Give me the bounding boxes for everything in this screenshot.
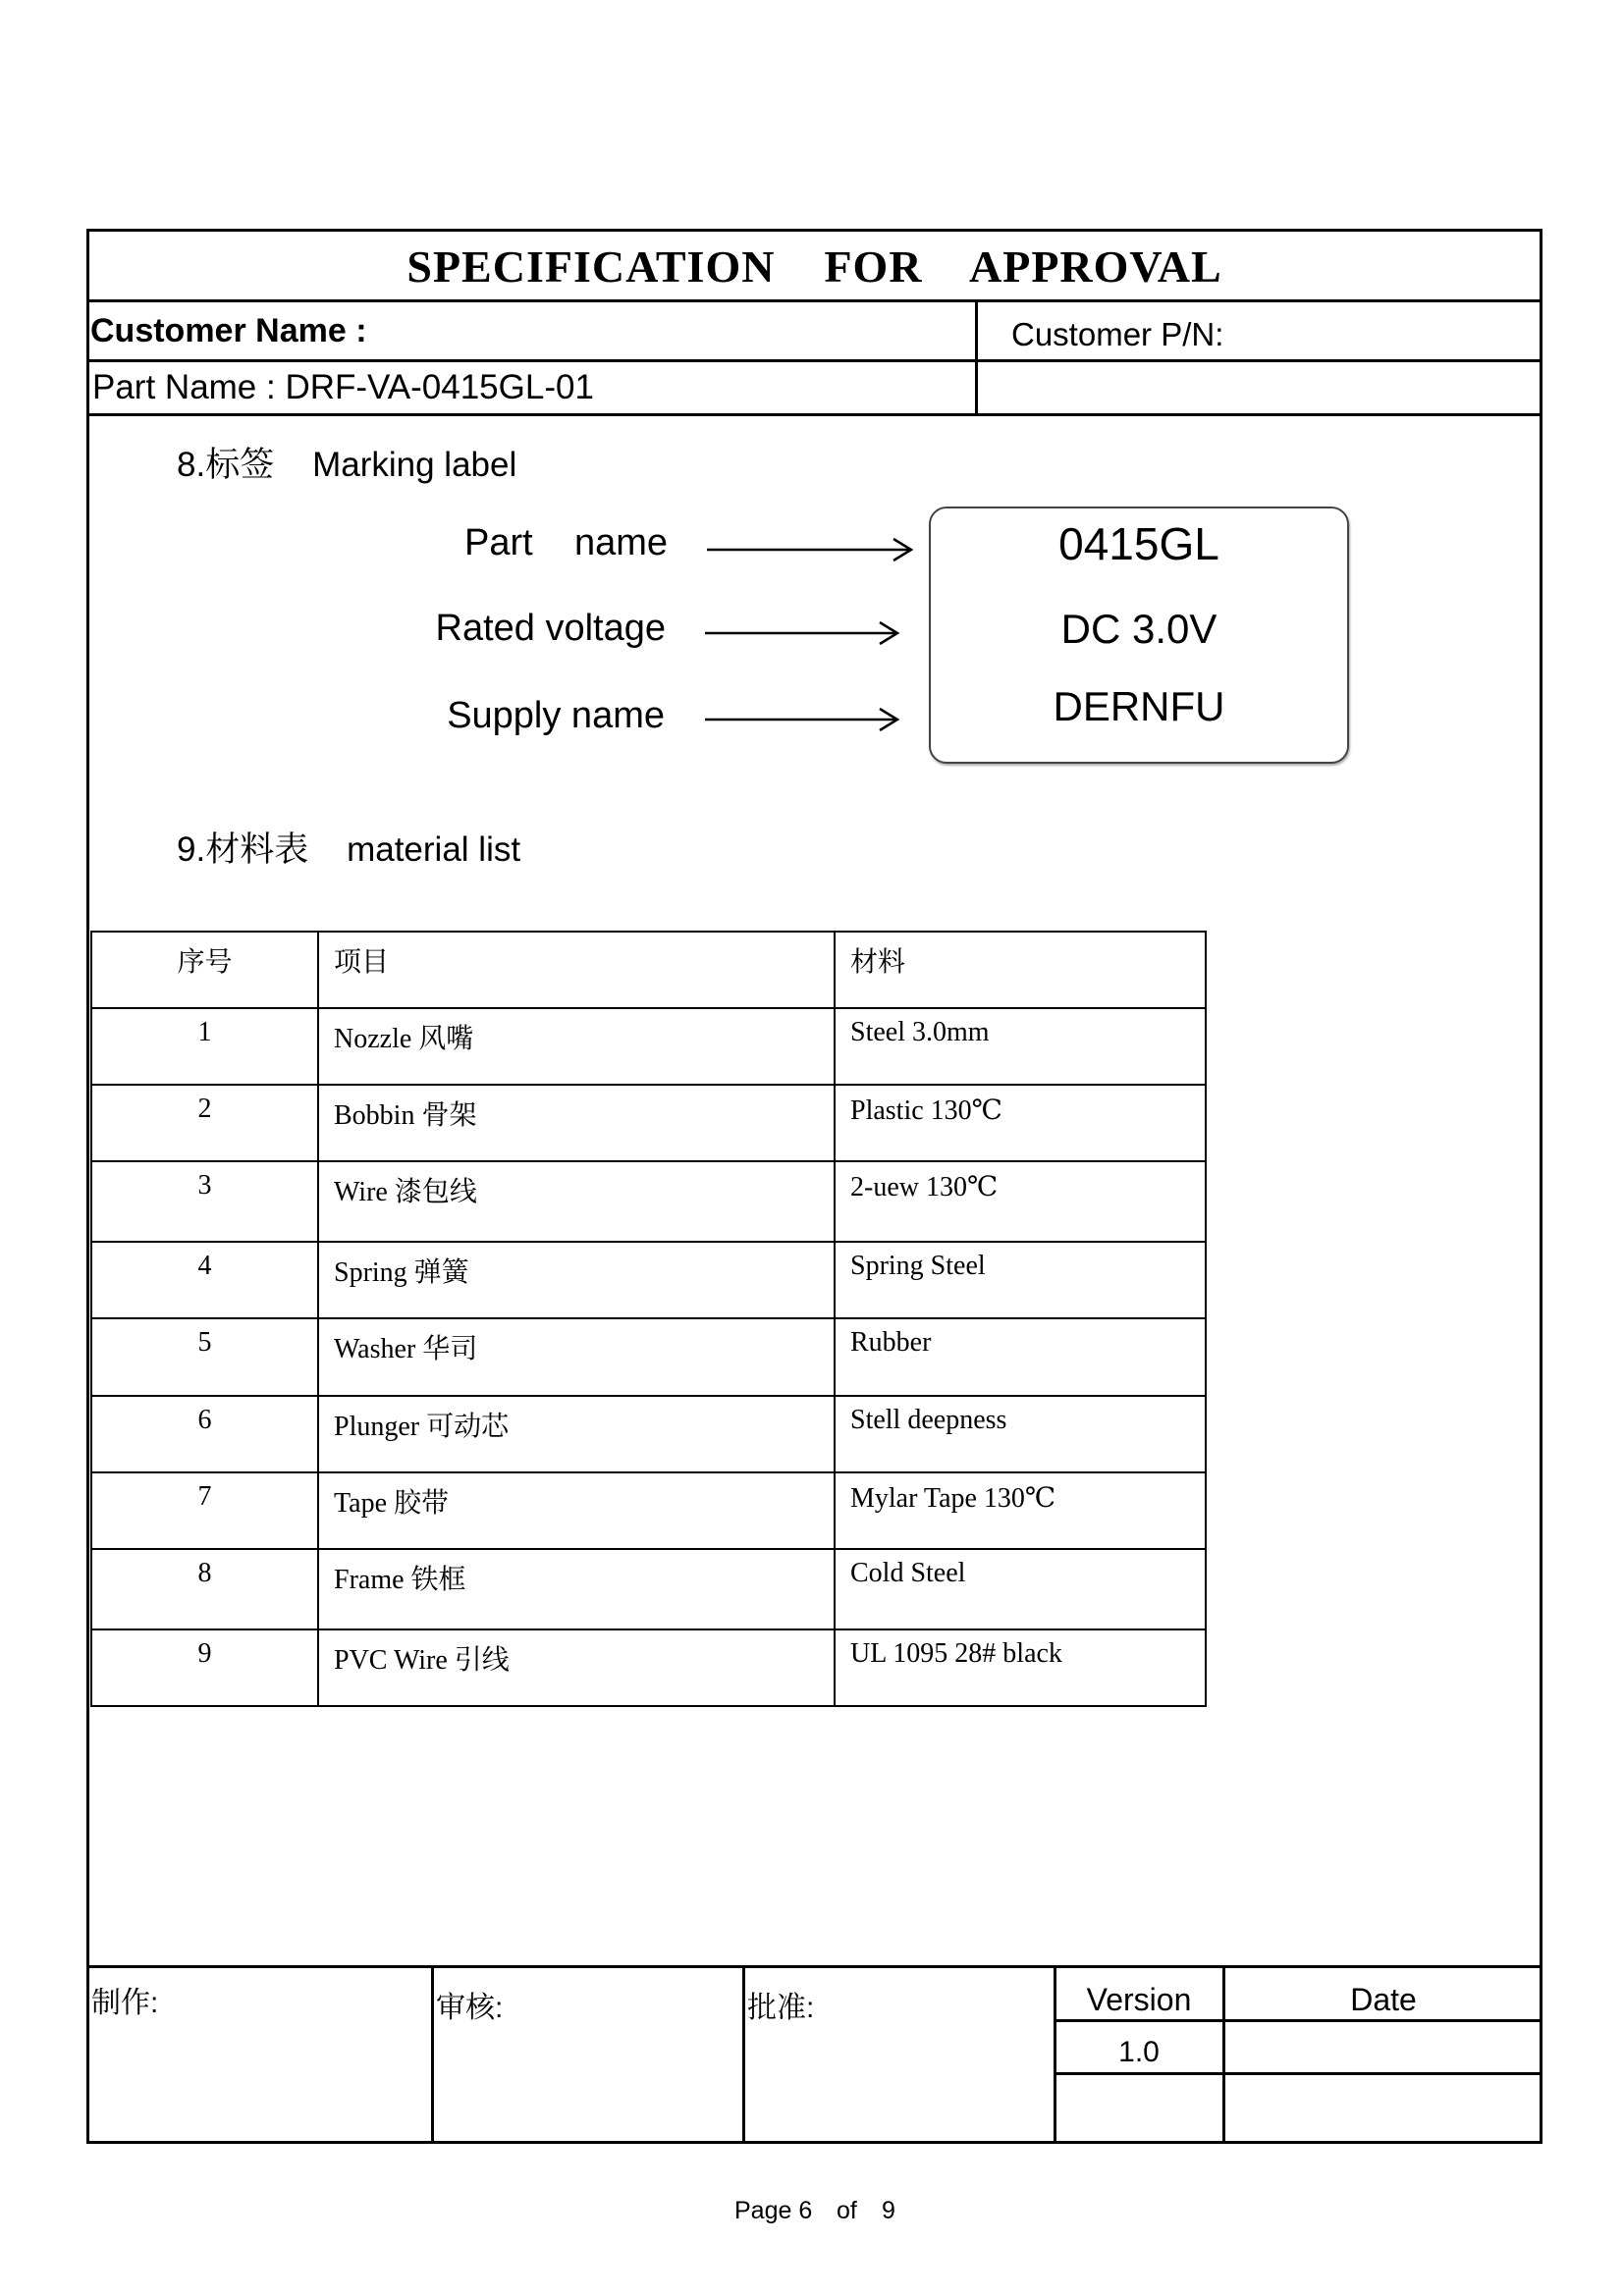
table-row xyxy=(91,1549,1206,1629)
version-value: 1.0 xyxy=(1118,2036,1160,2068)
marking-label-part-name: Part name xyxy=(464,522,668,563)
divider xyxy=(431,1965,434,2144)
header-cell: 材料 xyxy=(835,932,1206,1008)
table-cell: 1 xyxy=(91,1008,318,1085)
marking-label-rated-voltage: Rated voltage xyxy=(435,608,666,649)
table-cell: 3 xyxy=(91,1161,318,1242)
page-of-label: of xyxy=(837,2197,857,2224)
divider xyxy=(86,413,1542,416)
divider xyxy=(1054,2019,1542,2022)
table-row xyxy=(91,1472,1206,1549)
marking-section-title: 8.标签 Marking label xyxy=(177,446,517,484)
material-table xyxy=(90,931,1207,1707)
made-by-label: 制作: xyxy=(91,1987,159,2019)
table-cell: Nozzle 风嘴 xyxy=(318,1008,835,1085)
customer-pn-label: Customer P/N: xyxy=(1011,316,1224,352)
table-cell: Wire 漆包线 xyxy=(318,1161,835,1242)
divider xyxy=(86,299,1542,302)
table-cell: Stell deepness xyxy=(835,1396,1206,1472)
table-row xyxy=(91,1085,1206,1161)
page-total: 9 xyxy=(882,2197,895,2224)
table-cell: Cold Steel xyxy=(835,1549,1206,1629)
table-cell: Tape 胶带 xyxy=(318,1472,835,1549)
table-cell: Spring Steel xyxy=(835,1242,1206,1318)
divider xyxy=(975,299,978,413)
table-row xyxy=(91,1318,1206,1396)
arrow-right-icon xyxy=(705,707,901,732)
material-section-title: 9.材料表 material list xyxy=(177,830,521,869)
header-cell: 项目 xyxy=(318,932,835,1008)
table-cell: 2 xyxy=(91,1085,318,1161)
date-label: Date xyxy=(1350,1982,1417,2017)
table-cell: Plastic 130℃ xyxy=(835,1085,1206,1161)
table-cell: PVC Wire 引线 xyxy=(318,1629,835,1706)
table-row xyxy=(91,1008,1206,1085)
divider xyxy=(86,1965,1542,1968)
approved-by-label: 批准: xyxy=(747,1992,815,2024)
marking-value-part-name: 0415GL xyxy=(1058,518,1219,569)
table-row xyxy=(91,1242,1206,1318)
marking-label-supply-name: Supply name xyxy=(447,695,665,736)
table-cell: Bobbin 骨架 xyxy=(318,1085,835,1161)
customer-name-label: Customer Name : xyxy=(90,312,367,349)
table-cell: UL 1095 28# black xyxy=(835,1629,1206,1706)
marking-value-supply-name: DERNFU xyxy=(1053,683,1225,729)
divider xyxy=(86,359,1542,362)
page-number: Page 6 xyxy=(734,2197,813,2224)
divider xyxy=(1054,2072,1542,2075)
table-cell: Washer 华司 xyxy=(318,1318,835,1396)
table-cell: Plunger 可动芯 xyxy=(318,1396,835,1472)
table-cell: Frame 铁框 xyxy=(318,1549,835,1629)
table-cell: 9 xyxy=(91,1629,318,1706)
document-title: SPECIFICATION FOR APPROVAL xyxy=(406,241,1222,292)
arrow-right-icon xyxy=(705,620,901,646)
header-cell: 序号 xyxy=(91,932,318,1008)
marking-value-rated-voltage: DC 3.0V xyxy=(1060,606,1217,652)
table-row xyxy=(91,1396,1206,1472)
reviewed-by-label: 审核: xyxy=(436,1992,504,2024)
table-header-row xyxy=(91,932,1206,1008)
part-name: Part Name : DRF-VA-0415GL-01 xyxy=(92,368,594,406)
table-row xyxy=(91,1629,1206,1706)
divider xyxy=(742,1965,745,2144)
table-cell: 4 xyxy=(91,1242,318,1318)
table-cell: 8 xyxy=(91,1549,318,1629)
table-cell: Spring 弹簧 xyxy=(318,1242,835,1318)
table-cell: 7 xyxy=(91,1472,318,1549)
table-cell: 2-uew 130℃ xyxy=(835,1161,1206,1242)
table-cell: Steel 3.0mm xyxy=(835,1008,1206,1085)
table-cell: 5 xyxy=(91,1318,318,1396)
table-cell: 6 xyxy=(91,1396,318,1472)
version-label: Version xyxy=(1086,1982,1192,2017)
arrow-right-icon xyxy=(707,537,915,562)
table-row xyxy=(91,1161,1206,1242)
table-cell: Rubber xyxy=(835,1318,1206,1396)
table-cell: Mylar Tape 130℃ xyxy=(835,1472,1206,1549)
